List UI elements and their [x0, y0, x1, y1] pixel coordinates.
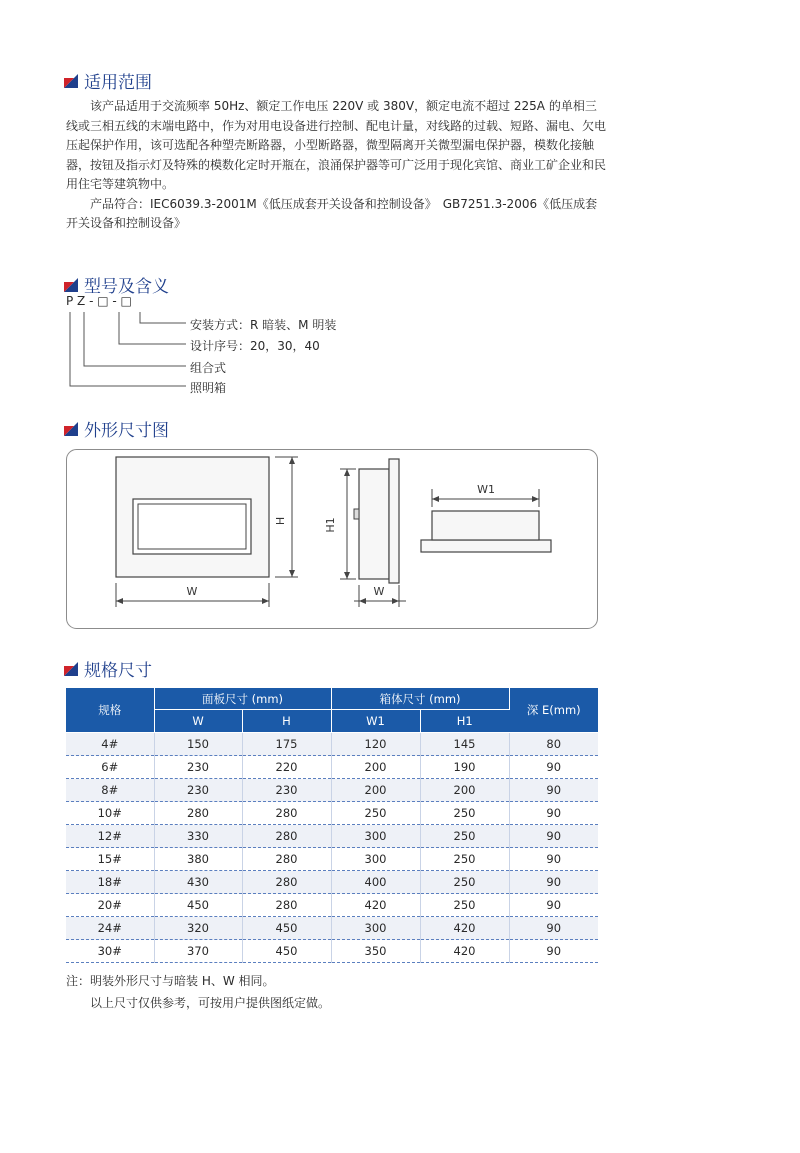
section-marker-icon [64, 662, 78, 676]
cell-panel-w: 380 [154, 848, 242, 871]
table-row [66, 917, 598, 940]
table-row [66, 802, 598, 825]
cell-panel-h: 280 [242, 871, 331, 894]
cell-panel-w: 370 [154, 940, 242, 963]
table-row [66, 733, 598, 756]
header-depth: 深 E(mm) [509, 688, 598, 733]
cell-panel-w: 230 [154, 756, 242, 779]
notes [66, 970, 330, 1014]
model-label-lighting-box: 照明箱 [190, 381, 227, 395]
top-view [421, 483, 551, 552]
cell-model: 18# [66, 871, 154, 894]
note-line-1: 注：明装外形尺寸与暗装 H、W 相同。 [66, 974, 275, 988]
cell-panel-w: 330 [154, 825, 242, 848]
cell-depth: 90 [509, 779, 598, 802]
side-view [324, 459, 406, 607]
cell-depth: 80 [509, 733, 598, 756]
cell-box-w1: 120 [331, 733, 420, 756]
cell-box-w1: 300 [331, 848, 420, 871]
cell-box-w1: 350 [331, 940, 420, 963]
cell-panel-h: 450 [242, 917, 331, 940]
section-marker-icon [64, 278, 78, 292]
cell-model: 6# [66, 756, 154, 779]
cell-depth: 90 [509, 825, 598, 848]
cell-panel-h: 230 [242, 779, 331, 802]
cell-panel-w: 320 [154, 917, 242, 940]
cell-box-w1: 420 [331, 894, 420, 917]
scope-text [66, 97, 606, 234]
cell-box-h1: 250 [420, 894, 509, 917]
front-view [116, 457, 298, 607]
dim-label-w1: W1 [477, 483, 495, 496]
header-box-size: 箱体尺寸 (mm) [331, 688, 509, 710]
cell-box-h1: 250 [420, 802, 509, 825]
cell-model: 20# [66, 894, 154, 917]
cell-box-h1: 250 [420, 848, 509, 871]
header-w1: W1 [331, 710, 420, 733]
model-label-combined: 组合式 [190, 361, 227, 375]
dimension-drawing [66, 449, 598, 629]
scope-paragraph-1: 该产品适用于交流频率 50Hz、额定工作电压 220V 或 380V，额定电流不超过 225A 的单相三线或三相五线的末端电路中，作为对用电设备进行控制、配电计量，对线路的过载、短路、漏电、欠电压起保护作用，该可选配各种塑壳断路器，小型断路器，微型隔离开关微型漏电保护器，模数化接触器，按钮及指示灯及特殊的模数化定时开瓶在，浪涌保护器等可广泛用于现化宾馆、商业工矿企业和民用住宅等建筑物中。 [66, 99, 607, 191]
cell-depth: 90 [509, 756, 598, 779]
cell-panel-w: 450 [154, 894, 242, 917]
header-w: W [154, 710, 242, 733]
cell-box-w1: 200 [331, 779, 420, 802]
dim-label-w-side: W [373, 585, 385, 598]
cell-box-h1: 420 [420, 917, 509, 940]
cell-box-w1: 300 [331, 917, 420, 940]
cell-panel-h: 280 [242, 802, 331, 825]
cell-panel-h: 280 [242, 825, 331, 848]
dim-label-h1: H1 [324, 517, 337, 533]
cell-depth: 90 [509, 940, 598, 963]
cell-model: 4# [66, 733, 154, 756]
header-model: 规格 [66, 688, 154, 733]
cell-model: 15# [66, 848, 154, 871]
dim-label-h: H [274, 516, 287, 526]
model-leader-lines [64, 296, 204, 396]
cell-model: 12# [66, 825, 154, 848]
cell-panel-h: 220 [242, 756, 331, 779]
cell-box-h1: 250 [420, 871, 509, 894]
cell-panel-h: 280 [242, 848, 331, 871]
cell-depth: 90 [509, 848, 598, 871]
section-marker-icon [64, 422, 78, 436]
cell-depth: 90 [509, 802, 598, 825]
model-code: P Z - □ - □ [66, 294, 132, 308]
table-row [66, 871, 598, 894]
cell-panel-h: 450 [242, 940, 331, 963]
section-title-dimensions: 外形尺寸图 [64, 416, 169, 441]
cell-box-w1: 300 [331, 825, 420, 848]
cell-model: 30# [66, 940, 154, 963]
dim-label-w-front: W [186, 585, 198, 598]
table-row [66, 940, 598, 963]
note-line-2: 以上尺寸仅供参考，可按用户提供图纸定做。 [90, 996, 331, 1010]
cell-box-h1: 190 [420, 756, 509, 779]
cell-panel-h: 280 [242, 894, 331, 917]
cell-panel-w: 430 [154, 871, 242, 894]
table-row [66, 779, 598, 802]
spec-table-body [66, 733, 598, 963]
cell-depth: 90 [509, 894, 598, 917]
section-title-model: 型号及含义 [64, 272, 169, 297]
cell-box-h1: 420 [420, 940, 509, 963]
cell-model: 24# [66, 917, 154, 940]
section-title-scope: 适用范围 [64, 68, 152, 93]
cell-box-w1: 250 [331, 802, 420, 825]
cell-box-h1: 145 [420, 733, 509, 756]
spec-table [66, 688, 598, 963]
table-row [66, 825, 598, 848]
section-title-spec: 规格尺寸 [64, 656, 152, 681]
header-panel-size: 面板尺寸 (mm) [154, 688, 331, 710]
cell-model: 8# [66, 779, 154, 802]
header-h: H [242, 710, 331, 733]
cell-panel-h: 175 [242, 733, 331, 756]
cell-box-h1: 250 [420, 825, 509, 848]
cell-box-w1: 200 [331, 756, 420, 779]
cell-panel-w: 280 [154, 802, 242, 825]
cell-panel-w: 230 [154, 779, 242, 802]
cell-model: 10# [66, 802, 154, 825]
table-row [66, 848, 598, 871]
model-designation [64, 296, 464, 396]
cell-depth: 90 [509, 917, 598, 940]
header-h1: H1 [420, 710, 509, 733]
cell-panel-w: 150 [154, 733, 242, 756]
cell-box-w1: 400 [331, 871, 420, 894]
table-row [66, 756, 598, 779]
model-label-install: 安装方式：R 暗装、M 明装 [190, 318, 337, 332]
section-marker-icon [64, 74, 78, 88]
scope-paragraph-2: 产品符合：IEC6039.3-2001M《低压成套开关设备和控制设备》 GB7251.3-2006《低压成套开关设备和控制设备》 [66, 196, 598, 230]
table-row [66, 894, 598, 917]
cell-box-h1: 200 [420, 779, 509, 802]
cell-depth: 90 [509, 871, 598, 894]
model-label-series: 设计序号：20，30，40 [190, 339, 320, 353]
